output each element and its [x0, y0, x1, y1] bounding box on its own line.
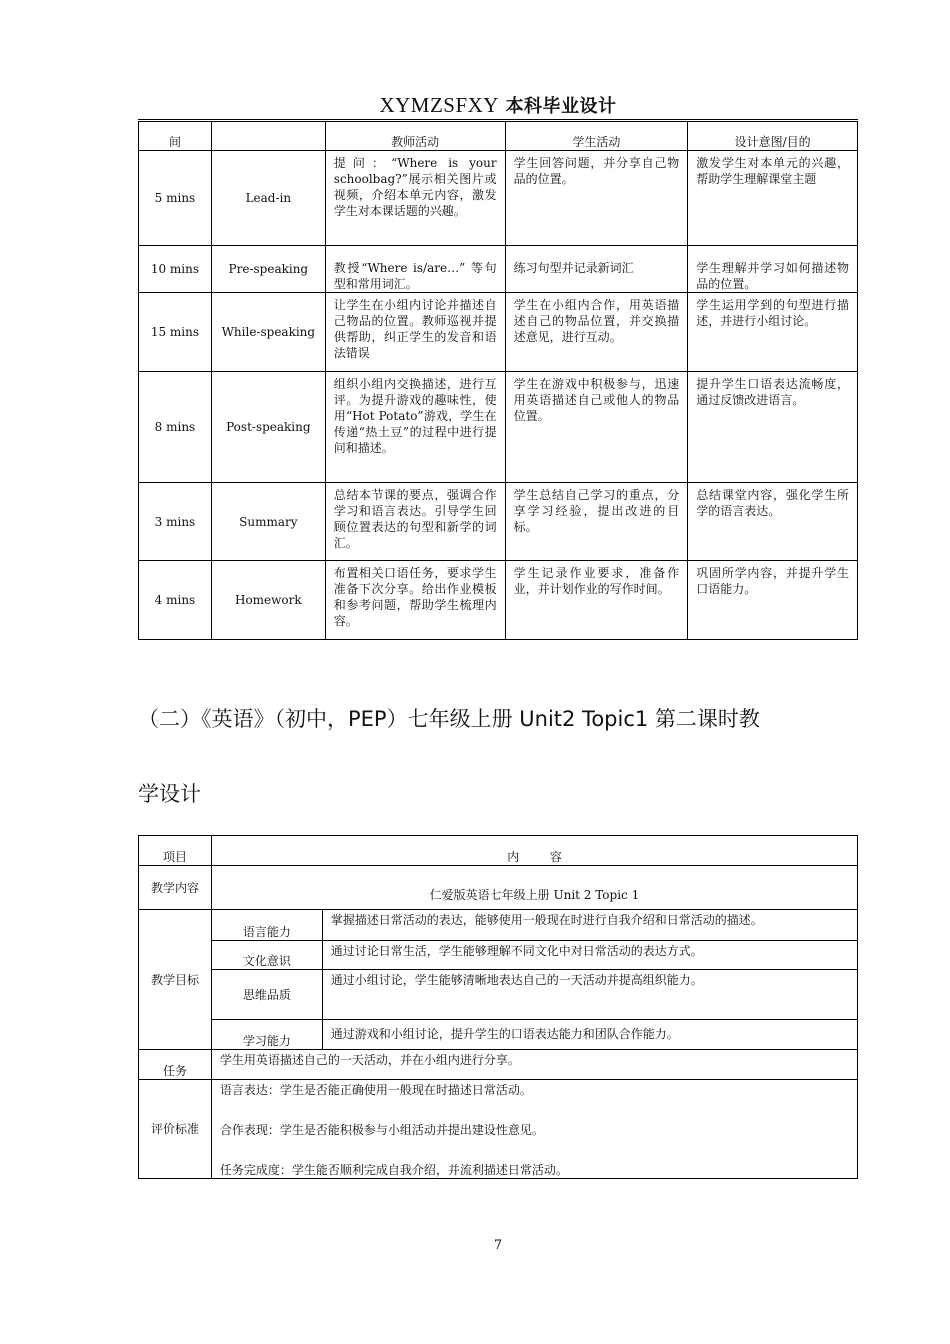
row-student: 学生回答问题，并分享自己物品的位置。 [505, 151, 688, 246]
eval-item: 语言表达：学生是否能正确使用一般现在时描述日常活动。 [219, 1083, 532, 1097]
content-label: 教学内容 [139, 866, 212, 910]
row-teacher: 组织小组内交换描述，进行互评。为提升游戏的趣味性，使用“Hot Potato”游戏，学生在传递“热土豆”的过程中进行提问和描述。 [325, 372, 505, 483]
row-teacher: 提问：“Where is your schoolbag?”展示相关图片或视频，介绍本单元内容，激发学生对本课话题的兴趣。 [325, 151, 505, 246]
header-rule [138, 119, 858, 120]
row-purpose: 激发学生对本单元的兴趣，帮助学生理解课堂主题 [688, 151, 858, 246]
table-row [139, 1080, 858, 1179]
row-time: 3 mins [139, 483, 212, 561]
goal-label: 思维品质 [211, 970, 322, 1020]
row-student: 学生在小组内合作，用英语描述自己的物品位置，并交换描述意见，进行互动。 [505, 293, 688, 372]
section-title-line2: 学设计 [138, 782, 201, 806]
row-time: 4 mins [139, 561, 212, 640]
goal-text: 掌握描述日常活动的表达，能够使用一般现在时进行自我介绍和日常活动的描述。 [322, 910, 857, 941]
goals-label: 教学目标 [139, 910, 212, 1050]
col-header-purpose: 设计意图/目的 [688, 122, 858, 151]
row-student: 学生在游戏中积极参与，迅速用英语描述自己或他人的物品位置。 [505, 372, 688, 483]
row-time: 15 mins [139, 293, 212, 372]
eval-item: 合作表现：学生是否能积极参与小组活动并提出建设性意见。 [219, 1123, 544, 1137]
row-student: 学生记录作业要求，准备作业，并计划作业的写作时间。 [505, 561, 688, 640]
row-student: 学生总结自己学习的重点，分享学习经验，提出改进的目标。 [505, 483, 688, 561]
eval-list [211, 1080, 857, 1179]
goal-label: 学习能力 [211, 1020, 322, 1050]
page-header [138, 92, 858, 118]
table-row [139, 151, 858, 246]
row-time: 5 mins [139, 151, 212, 246]
table-row [139, 372, 858, 483]
table-row [139, 910, 858, 941]
task-label: 任务 [139, 1050, 212, 1080]
header-title: 本科毕业设计 [505, 96, 617, 117]
goal-label: 语言能力 [211, 910, 322, 941]
table-row [139, 483, 858, 561]
row-stage: Lead-in [211, 151, 325, 246]
task-value: 学生用英语描述自己的一天活动，并在小组内进行分享。 [211, 1050, 857, 1080]
row-time: 10 mins [139, 246, 212, 293]
row-stage: While-speaking [211, 293, 325, 372]
row-purpose: 学生理解并学习如何描述物品的位置。 [688, 246, 858, 293]
table-header-row [139, 836, 858, 866]
row-teacher: 教授“Where is/are…” 等句型和常用词汇。 [325, 246, 505, 293]
section-title-line1: （二）《英语》（初中，PEP）七年级上册 Unit2 Topic1 第二课时教 [138, 707, 760, 731]
table-header-row [139, 122, 858, 151]
goal-label: 文化意识 [211, 941, 322, 970]
row-purpose: 提升学生口语表达流畅度，通过反馈改进语言。 [688, 372, 858, 483]
goal-text: 通过讨论日常生活，学生能够理解不同文化中对日常活动的表达方式。 [322, 941, 857, 970]
row-teacher: 让学生在小组内讨论并描述自己物品的位置。教师巡视并提供帮助，纠正学生的发音和语法错误 [325, 293, 505, 372]
row-time: 8 mins [139, 372, 212, 483]
table-row [139, 293, 858, 372]
row-stage: Pre-speaking [211, 246, 325, 293]
goal-text: 通过小组讨论，学生能够清晰地表达自己的一天活动并提高组织能力。 [322, 970, 857, 1020]
content-value: 仁爱版英语七年级上册 Unit 2 Topic 1 [211, 866, 857, 910]
row-purpose: 巩固所学内容，并提升学生口语能力。 [688, 561, 858, 640]
goal-text: 通过游戏和小组讨论，提升学生的口语表达能力和团队合作能力。 [322, 1020, 857, 1050]
row-student: 练习句型并记录新词汇 [505, 246, 688, 293]
lesson-design-table [138, 835, 858, 1179]
table-row [139, 941, 858, 970]
col-header-student: 学生活动 [505, 122, 688, 151]
row-stage: Post-speaking [211, 372, 325, 483]
col-header-teacher: 教师活动 [325, 122, 505, 151]
table-row [139, 561, 858, 640]
row-teacher: 布置相关口语任务，要求学生准备下次分享。给出作业模板和参考问题，帮助学生梳理内容。 [325, 561, 505, 640]
row-purpose: 总结课堂内容，强化学生所学的语言表达。 [688, 483, 858, 561]
table-row [139, 246, 858, 293]
table-row [139, 970, 858, 1020]
lesson-procedure-table [138, 121, 858, 640]
row-teacher: 总结本节课的要点，强调合作学习和语言表达。引导学生回顾位置表达的句型和新学的词汇。 [325, 483, 505, 561]
row-stage: Summary [211, 483, 325, 561]
header-code: XYMZSFXY [379, 93, 499, 117]
eval-item: 任务完成度：学生能否顺利完成自我介绍，并流利描述日常活动。 [219, 1163, 568, 1177]
header-item: 项目 [139, 836, 212, 866]
col-header-time: 间 [139, 122, 212, 151]
table-row [139, 1020, 858, 1050]
page-number: 7 [493, 1238, 503, 1253]
header-content: 内 容 [211, 836, 857, 866]
row-purpose: 学生运用学到的句型进行描述，并进行小组讨论。 [688, 293, 858, 372]
row-stage: Homework [211, 561, 325, 640]
table-row [139, 1050, 858, 1080]
table-row [139, 866, 858, 910]
col-header-stage [211, 122, 325, 151]
eval-label: 评价标准 [139, 1080, 212, 1179]
